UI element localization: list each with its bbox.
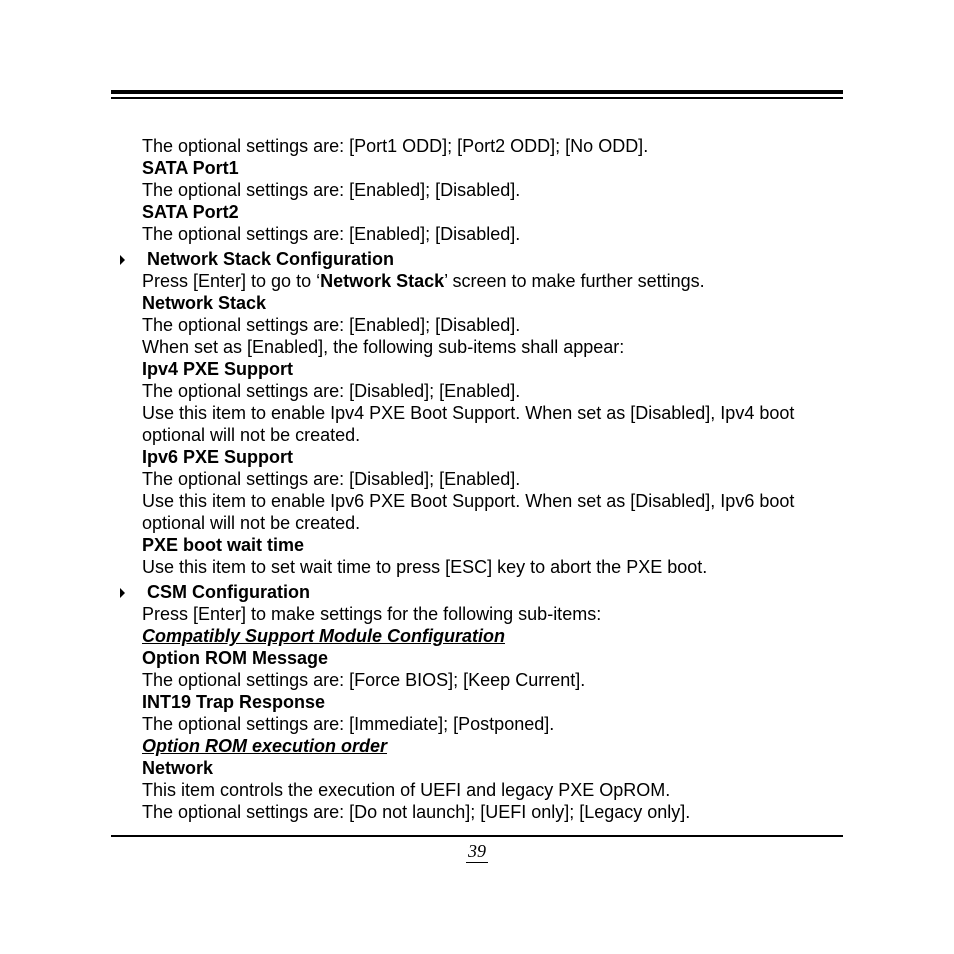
network-options: The optional settings are: [Do not launch]; [UEFI only]; [Legacy only].: [142, 802, 691, 822]
option-rom-message-heading: Option ROM Message: [142, 648, 329, 668]
sata-port1-options: The optional settings are: [Enabled]; [Disabled].: [142, 180, 521, 200]
right-triangle-icon: [120, 255, 125, 265]
ipv4-pxe-description: Use this item to enable Ipv4 PXE Boot Support. When set as [Disabled], Ipv4 boot optional will not be created.: [142, 403, 795, 445]
network-stack-config-label: Network Stack Configuration: [147, 249, 395, 269]
ipv4-pxe-options: The optional settings are: [Disabled]; [Enabled].: [142, 381, 521, 401]
csm-config-label: CSM Configuration: [147, 582, 310, 602]
int19-options: The optional settings are: [Immediate]; [Postponed].: [142, 714, 555, 734]
page-number: 39: [468, 841, 486, 861]
header-rule-thin: [111, 97, 843, 99]
network-stack-heading: Network Stack: [142, 293, 267, 313]
network-stack-options: The optional settings are: [Enabled]; [Disabled].: [142, 315, 521, 335]
sata-port2-heading: SATA Port2: [142, 202, 239, 222]
csm-module-subheading: Compatibly Support Module Configuration: [142, 626, 505, 646]
network-stack-press-enter: [142, 270, 847, 292]
ipv6-pxe-description: Use this item to enable Ipv6 PXE Boot Support. When set as [Disabled], Ipv6 boot optional will not be created.: [142, 491, 795, 533]
press-enter-prefix: Press [Enter] to go to ‘: [142, 271, 321, 291]
page-content: [142, 135, 847, 823]
header-rule-thick: [111, 90, 843, 94]
network-description: This item controls the execution of UEFI and legacy PXE OpROM.: [142, 780, 671, 800]
pxe-wait-description: Use this item to set wait time to press [ESC] key to abort the PXE boot.: [142, 557, 708, 577]
ipv4-pxe-heading: Ipv4 PXE Support: [142, 359, 294, 379]
odd-options-text: The optional settings are: [Port1 ODD]; [Port2 ODD]; [No ODD].: [142, 136, 649, 156]
press-enter-suffix: ’ screen to make further settings.: [444, 271, 705, 291]
network-stack-note: When set as [Enabled], the following sub-items shall appear:: [142, 337, 625, 357]
rom-exec-order-subheading: Option ROM execution order: [142, 736, 388, 756]
int19-heading: INT19 Trap Response: [142, 692, 326, 712]
sata-port1-heading: SATA Port1: [142, 158, 239, 178]
sata-port2-options: The optional settings are: [Enabled]; [Disabled].: [142, 224, 521, 244]
csm-config-heading: [142, 581, 847, 603]
network-heading: Network: [142, 758, 214, 778]
ipv6-pxe-options: The optional settings are: [Disabled]; [Enabled].: [142, 469, 521, 489]
network-stack-config-heading: [142, 248, 847, 270]
network-stack-inline-bold: Network Stack: [320, 271, 445, 291]
ipv6-pxe-heading: Ipv6 PXE Support: [142, 447, 294, 467]
pxe-wait-heading: PXE boot wait time: [142, 535, 305, 555]
footer-rule: [111, 835, 843, 837]
option-rom-message-options: The optional settings are: [Force BIOS]; [Keep Current].: [142, 670, 586, 690]
right-triangle-icon: [120, 588, 125, 598]
csm-press-enter: Press [Enter] to make settings for the following sub-items:: [142, 604, 602, 624]
